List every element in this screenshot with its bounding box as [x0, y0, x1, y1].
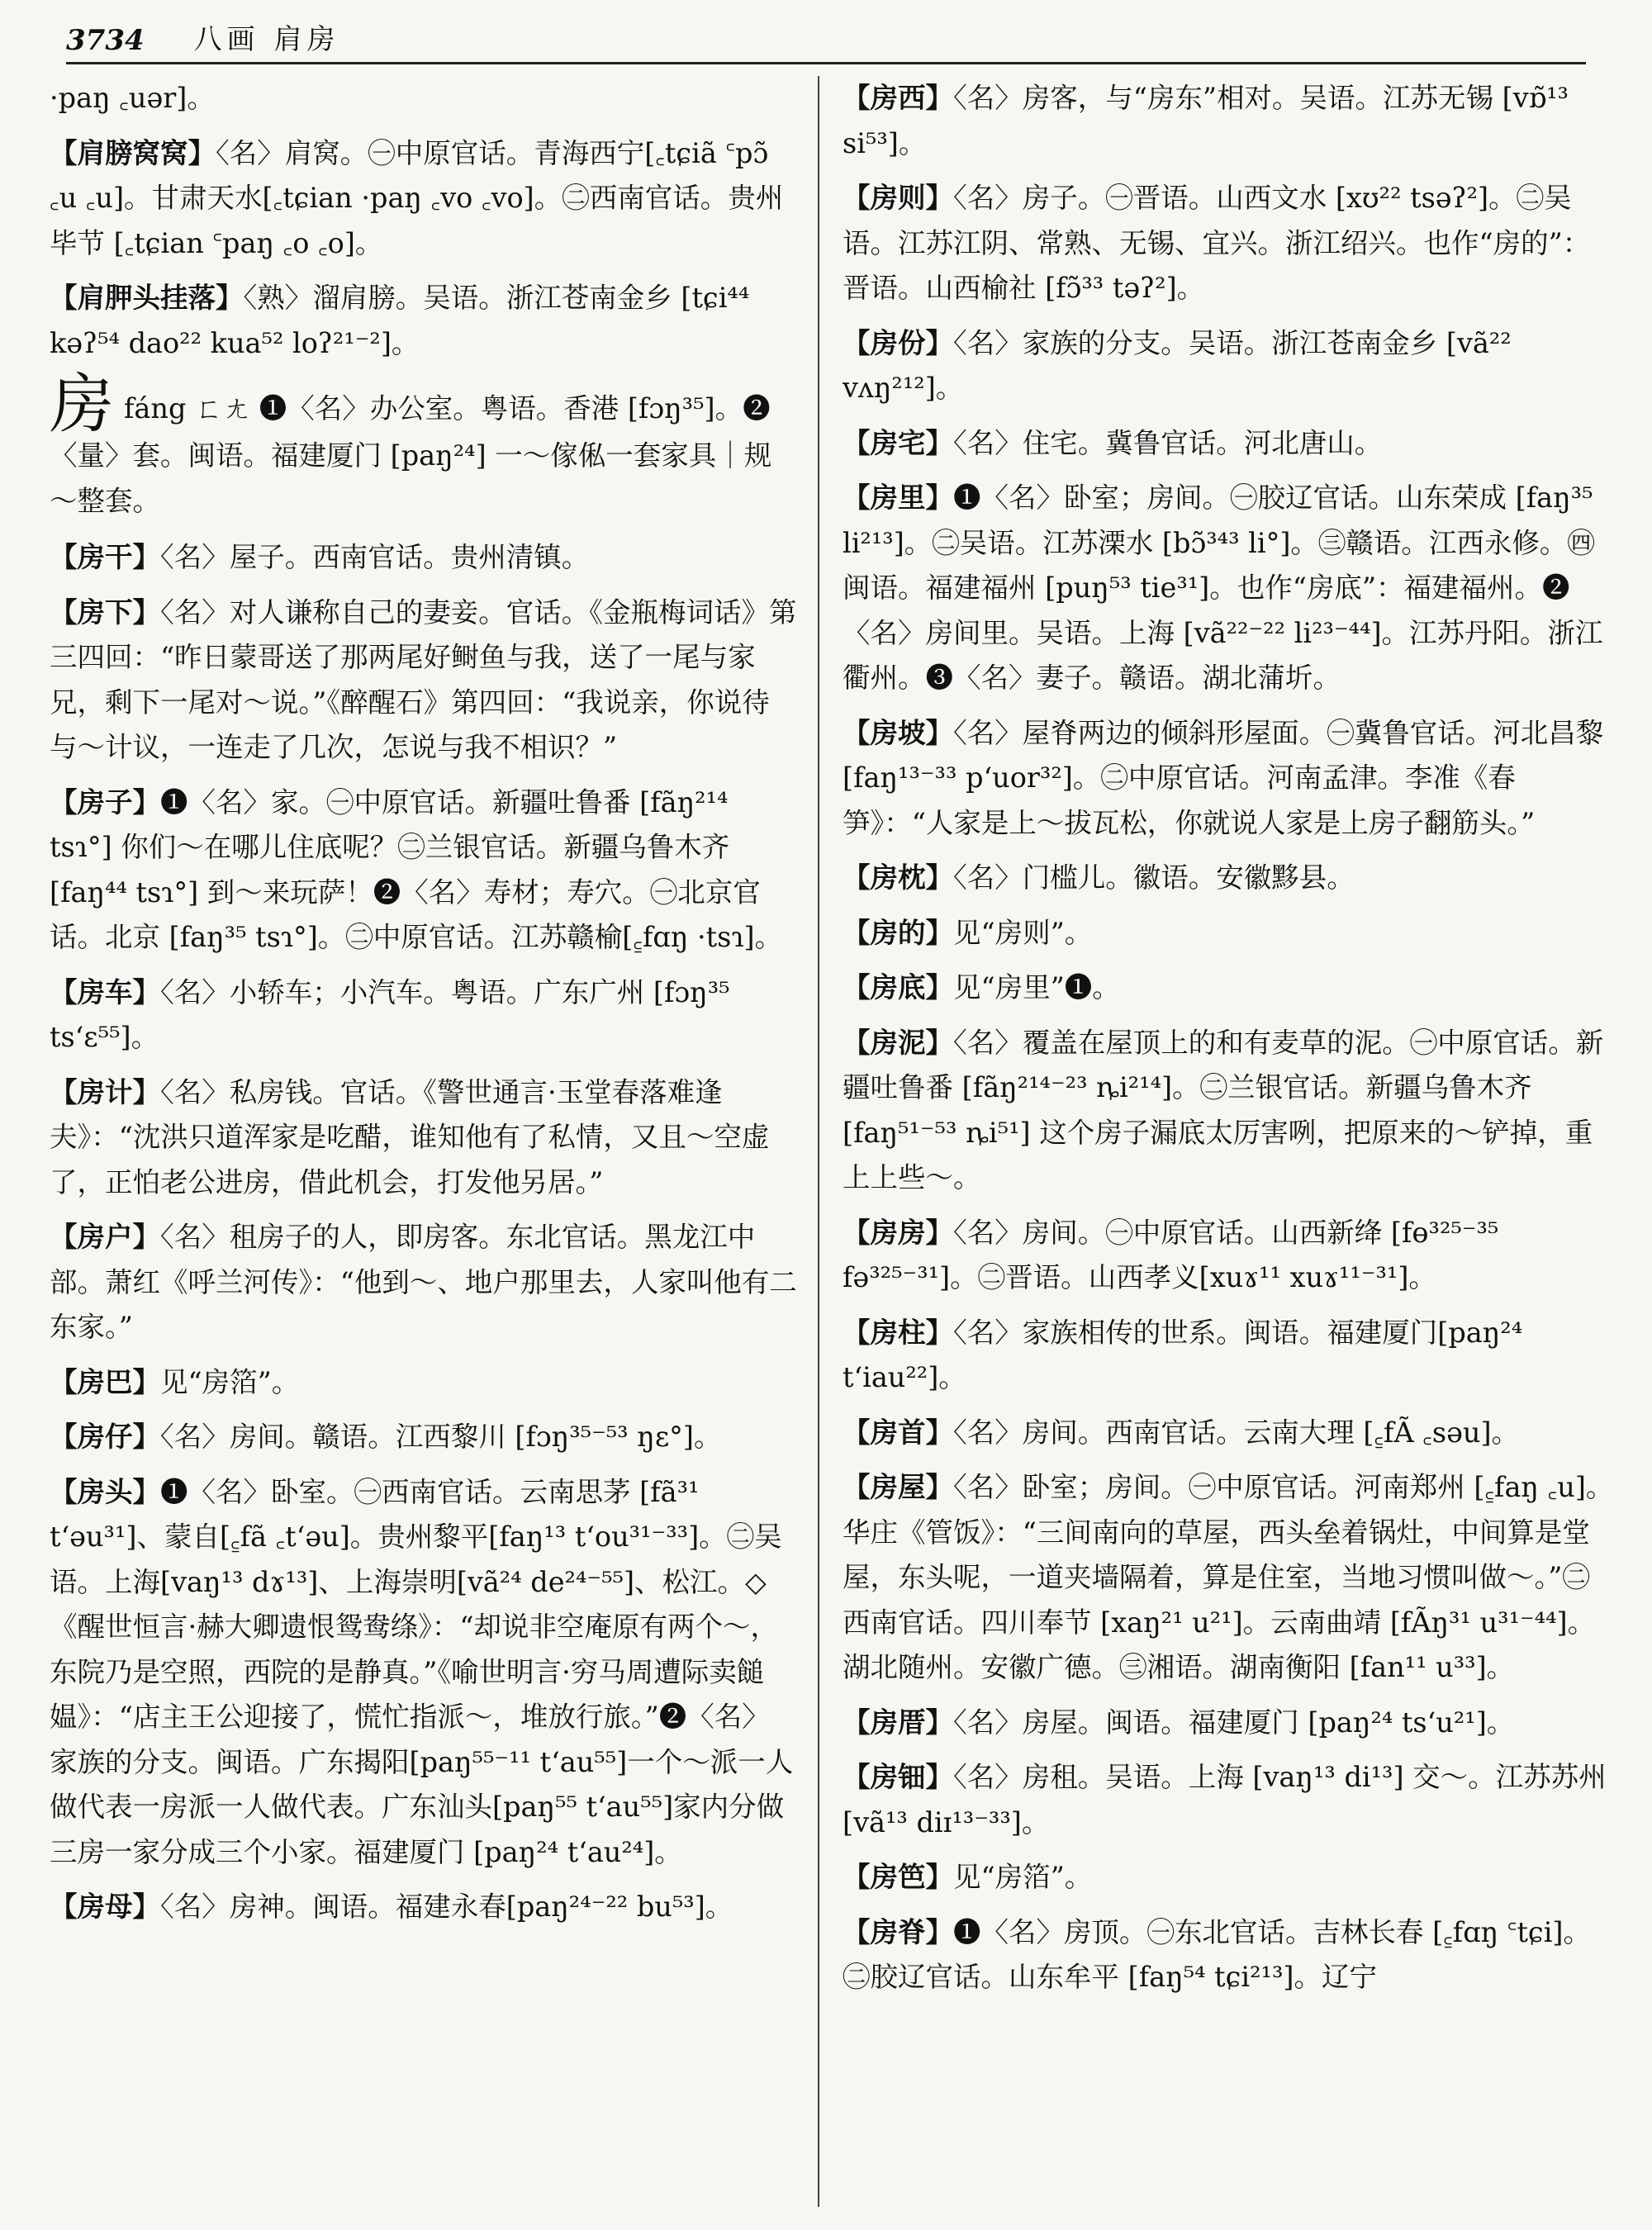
entry-headword: 【房的】	[843, 916, 953, 949]
entry-headword: 【房巴】	[50, 1365, 160, 1398]
page-number: 3734	[66, 24, 145, 57]
entry-text: 〈名〉房客，与“房东”相对。吴语。江苏无锡 [vɒ̃¹³ si⁵³]。	[843, 82, 1569, 159]
entry-headword: 【房份】	[843, 326, 953, 359]
dictionary-entry	[843, 911, 1615, 956]
dictionary-entry	[843, 1755, 1615, 1845]
character-pinyin: fáng ㄈㄤ	[124, 392, 251, 425]
entry-headword: 【房子】	[50, 785, 160, 818]
dictionary-entry	[843, 1311, 1615, 1401]
dictionary-entry	[50, 131, 797, 267]
entry-headword: 【房干】	[50, 541, 160, 573]
dictionary-entry	[843, 1021, 1615, 1201]
entry-headword: 【房坡】	[843, 716, 953, 749]
column-divider	[818, 76, 819, 2207]
dictionary-entry	[50, 780, 797, 961]
entry-headword: 【房笆】	[843, 1861, 953, 1893]
entry-headword: 【房泥】	[843, 1026, 953, 1059]
dictionary-entry	[843, 76, 1615, 166]
entry-text: 〈名〉房租。吴语。上海 [vaŋ¹³ di¹³] 交～。江苏苏州 [vã¹³ diɪ¹³⁻³³]。	[843, 1761, 1607, 1839]
entry-text: 〈名〉门槛儿。徽语。安徽黟县。	[953, 861, 1355, 894]
entry-text: ❶〈名〉卧室；房间。㊀胶辽官话。山东荣成 [faŋ³⁵ li²¹³]。㊁吴语。江苏溧水 [bɔ̃³⁴³ li°]。㊂赣语。江西永修。㊃闽语。福建福州 [puŋ⁵³ tie³¹]。也作“房底”：福建福州。❷〈名〉房间里。吴语。上海 [vã²²⁻²² li²³⁻⁴⁴]。江苏丹阳。浙江衢州。❸〈名〉妻子。赣语。湖北蒲圻。	[843, 482, 1603, 694]
entry-headword: 【房头】	[50, 1475, 160, 1508]
entry-headword: 【房宅】	[843, 426, 953, 459]
page-header	[66, 17, 1586, 64]
entry-text: ❶〈名〉卧室。㊀西南官话。云南思茅 [fã³¹ tʻəu³¹]、蒙自[꜁fã ꜀tʻəu]。贵州黎平[faŋ¹³ tʻou³¹⁻³³]。㊁吴语。上海[vaŋ¹³ dɤ¹³]、上海崇明[vã²⁴ de²⁴⁻⁵⁵]、松江。◇《醒世恒言·赫大卿遗恨鸳鸯绦》：“却说非空庵原有两个～，东院乃是空照，西院的是静真。”《喻世明言·穷马周遭际卖䭔媪》：“店主王公迎接了，慌忙指派～，堆放行旅。”❷〈名〉家族的分支。闽语。广东揭阳[paŋ⁵⁵⁻¹¹ tʻau⁵⁵]一个～派一人做代表一房派一人做代表。广东汕头[paŋ⁵⁵ tʻau⁵⁵]家内分做三房一家分成三个小家。福建厦门 [paŋ²⁴ tʻau²⁴]。	[50, 1475, 794, 1868]
entry-text: 〈名〉房间。赣语。江西黎川 [fɔŋ³⁵⁻⁵³ ŋɛ°]。	[160, 1421, 722, 1453]
entry-text: 〈名〉房间。西南官话。云南大理 [꜁fÃ ꜀səu]。	[953, 1416, 1520, 1449]
entry-text: 〈名〉肩窝。㊀中原官话。青海西宁[꜀tɕiã ꜂pɔ̃ ꜀u ꜀u]。甘肃天水[꜀tɕian ·paŋ ꜀vo ꜀vo]。㊁西南官话。贵州毕节 [꜀tɕian ꜂paŋ ꜀o ꜀o]。	[50, 136, 784, 259]
entry-text: 见“房箔”。	[953, 1861, 1093, 1893]
entry-headword: 【房屋】	[843, 1471, 953, 1503]
entry-headword: 【房则】	[843, 182, 953, 214]
dictionary-entry	[50, 76, 797, 121]
entry-text: ❶〈名〉家。㊀中原官话。新疆吐鲁番 [fãŋ²¹⁴ tsɿ°] 你们～在哪儿住底呢？㊁兰银官话。新疆乌鲁木齐 [faŋ⁴⁴ tsɿ°] 到～来玩萨！❷〈名〉寿材；寿穴。㊀北京官话。北京 [faŋ³⁵ tsɿ°]。㊁中原官话。江苏赣榆[꜁fɑŋ ·tsɿ]。	[50, 785, 783, 953]
entry-text: 〈名〉私房钱。官话。《警世通言·玉堂春落难逢夫》：“沈洪只道浑家是吃醋，谁知他有了私情，又且～空虚了，正怕老公进房，借此机会，打发他另居。”	[50, 1075, 770, 1198]
entry-text: 〈名〉屋脊两边的倾斜形屋面。㊀冀鲁官话。河北昌黎 [faŋ¹³⁻³³ pʻuor³²]。㊁中原官话。河南孟津。李准《春笋》：“人家是上～拔瓦松，你就说人家是上房子翻筋头。”	[843, 716, 1604, 839]
entry-text: 〈名〉房子。㊀晋语。山西文水 [xʊ²² tsəʔ²]。㊁吴语。江苏江阴、常熟、无锡、宜兴。浙江绍兴。也作“房的”：晋语。山西榆社 [fɔ̃³³ təʔ²]。	[843, 182, 1591, 304]
entry-headword: 【肩胛头挂落】	[50, 282, 244, 314]
dictionary-entry	[50, 1470, 797, 1876]
entry-headword: 【房底】	[843, 971, 953, 1004]
dictionary-entry	[843, 176, 1615, 311]
dictionary-entry	[50, 276, 797, 366]
entry-text: 〈熟〉溜肩膀。吴语。浙江苍南金乡 [tɕi⁴⁴ kəʔ⁵⁴ dao²² kua⁵² loʔ²¹⁻²]。	[50, 282, 750, 359]
dictionary-entry	[843, 1855, 1615, 1900]
dictionary-entry	[843, 421, 1615, 467]
entry-text: 〈名〉住宅。冀鲁官话。河北唐山。	[953, 426, 1383, 459]
dictionary-entry	[843, 1465, 1615, 1691]
entry-text: 〈名〉房屋。闽语。福建厦门 [paŋ²⁴ tsʻu²¹]。	[953, 1706, 1515, 1739]
dictionary-entry	[843, 1211, 1615, 1301]
entry-headword: 【房脊】	[843, 1915, 953, 1948]
entry-headword: 【房下】	[50, 595, 160, 629]
dictionary-entry	[50, 1885, 797, 1930]
entry-headword: 【房里】	[843, 482, 953, 514]
entry-headword: 【肩膀窝窝】	[50, 136, 216, 169]
dictionary-entry	[50, 1215, 797, 1350]
entry-headword: 【房枕】	[843, 861, 953, 894]
entry-text: 〈名〉房神。闽语。福建永春[paŋ²⁴⁻²² bu⁵³]。	[160, 1891, 733, 1923]
entry-text: 见“房里”❶。	[953, 971, 1120, 1004]
entry-headword: 【房首】	[843, 1416, 953, 1449]
dictionary-entry	[843, 321, 1615, 411]
entry-headword: 【房车】	[50, 975, 160, 1008]
dictionary-entry	[50, 1070, 797, 1206]
entry-text: ❶〈名〉房顶。㊀东北官话。吉林长春 [꜁fɑŋ ꜂tɕi]。㊁胶辽官话。山东牟平 [faŋ⁵⁴ tɕi²¹³]。辽宁	[843, 1915, 1591, 1993]
dictionary-entry	[843, 966, 1615, 1011]
dictionary-entry	[843, 711, 1615, 847]
entry-text: 〈名〉小轿车；小汽车。粤语。广东广州 [fɔŋ³⁵ tsʻɛ⁵⁵]。	[50, 975, 730, 1053]
entry-text: 〈名〉屋子。西南官话。贵州清镇。	[160, 541, 590, 573]
entry-text: 见“房则”。	[953, 916, 1093, 949]
dictionary-entry	[50, 970, 797, 1060]
head-character: 房	[50, 368, 115, 442]
entry-headword: 【房柱】	[843, 1316, 953, 1349]
entry-headword: 【房户】	[50, 1221, 160, 1253]
entry-headword: 【房计】	[50, 1075, 160, 1108]
dictionary-entry	[50, 1360, 797, 1406]
entry-text: 〈名〉租房子的人，即房客。东北官话。黑龙江中部。萧红《呼兰河传》：“他到～、地户那里去，人家叫他有二东家。”	[50, 1221, 797, 1343]
dictionary-entry	[843, 1701, 1615, 1746]
entry-text: 〈名〉对人谦称自己的妻妾。官话。《金瓶梅词话》第三四回：“昨日蒙哥送了那两尾好鲥鱼与我，送了一尾与家兄，剩下一尾对～说。”《醉醒石》第四回：“我说亲，你说待与～计议，一连走了几次，怎说与我不相识？”	[50, 595, 797, 763]
entry-text: 〈名〉卧室；房间。㊀中原官话。河南郑州 [꜁faŋ ꜀u]。华庄《管饭》：“三间南向的草屋，西头垒着锅灶，中间算是堂屋，东头呢，一道夹墙隔着，算是住室，当地习惯叫做～。”㊁西南官话。四川奉节 [xaŋ²¹ u²¹]。云南曲靖 [fÃŋ³¹ u³¹⁻⁴⁴]。湖北随州。安徽广德。㊂湘语。湖南衡阳 [fan¹¹ u³³]。	[843, 1471, 1614, 1683]
entry-headword: 【房厝】	[843, 1706, 953, 1739]
dictionary-entry	[50, 591, 797, 771]
character-definition: ❶〈名〉办公室。粤语。香港 [fɔŋ³⁵]。❷〈量〉套。闽语。福建厦门 [paŋ²⁴] 一～傢俬一套家具｜规～整套。	[50, 392, 772, 517]
left-column	[50, 76, 797, 2207]
entry-text: 〈名〉家族的分支。吴语。浙江苍南金乡 [vã²² vʌŋ²¹²]。	[843, 326, 1512, 404]
dictionary-entry	[843, 1910, 1615, 2000]
dictionary-entry	[50, 1415, 797, 1460]
entry-text: 〈名〉家族相传的世系。闽语。福建厦门[paŋ²⁴ tʻiau²²]。	[843, 1316, 1523, 1393]
dictionary-entry	[50, 535, 797, 581]
entry-headword: 【房钿】	[843, 1761, 953, 1793]
entry-text: ·paŋ ꜀uər]。	[50, 82, 215, 114]
character-entry	[50, 368, 797, 524]
entry-headword: 【房西】	[843, 82, 953, 114]
entry-text: 见“房箔”。	[160, 1365, 300, 1398]
running-head: 八画 肩房	[193, 23, 340, 56]
dictionary-entry	[843, 476, 1615, 701]
entry-text: 〈名〉覆盖在屋顶上的和有麦草的泥。㊀中原官话。新疆吐鲁番 [fãŋ²¹⁴⁻²³ ȵi²¹⁴]。㊁兰银官话。新疆乌鲁木齐 [faŋ⁵¹⁻⁵³ ȵi⁵¹] 这个房子漏底太厉害咧，把原来的～铲掉，重上上些～。	[843, 1026, 1604, 1193]
entry-headword: 【房母】	[50, 1891, 160, 1923]
dictionary-entry	[843, 1411, 1615, 1456]
entry-headword: 【房房】	[843, 1216, 953, 1249]
dictionary-entry	[843, 856, 1615, 901]
entry-headword: 【房仔】	[50, 1421, 160, 1453]
entry-text: 〈名〉房间。㊀中原官话。山西新绛 [fɵ³²⁵⁻³⁵ fə³²⁵⁻³¹]。㊁晋语。山西孝义[xuɤ¹¹ xuɤ¹¹⁻³¹]。	[843, 1216, 1499, 1293]
right-column	[843, 76, 1615, 2207]
